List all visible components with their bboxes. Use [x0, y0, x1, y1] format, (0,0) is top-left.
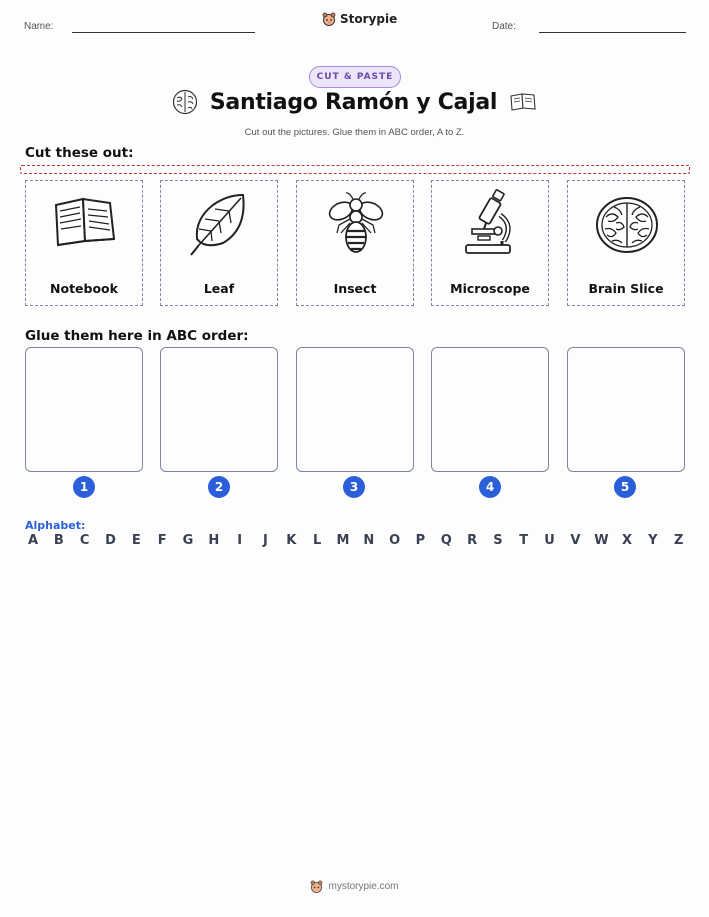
alphabet-letter: V: [570, 533, 581, 548]
glue-box-3[interactable]: [296, 347, 414, 472]
order-number-4: 4: [479, 476, 501, 498]
alphabet-letter: D: [105, 533, 116, 548]
bee-icon: [321, 189, 391, 259]
alphabet-letter: U: [544, 533, 555, 548]
footer: [0, 880, 709, 893]
alphabet-letter: J: [263, 533, 268, 548]
alphabet-letter: I: [237, 533, 243, 548]
alphabet-letter: P: [415, 533, 426, 548]
order-number-3: 3: [343, 476, 365, 498]
alphabet-letter: K: [286, 533, 297, 548]
glue-box-5[interactable]: [567, 347, 685, 472]
glue-box-2[interactable]: [160, 347, 278, 472]
alphabet-label: Alphabet:: [25, 519, 86, 532]
microscope-icon: [456, 189, 526, 259]
open-book-icon: [50, 189, 120, 249]
alphabet-letter: F: [157, 533, 167, 548]
alphabet-letter: O: [389, 533, 401, 548]
page-title: Santiago Ramón y Cajal: [209, 89, 498, 115]
alphabet-letter: Z: [673, 533, 684, 548]
alphabet-letter: G: [182, 533, 194, 548]
card-label: Brain Slice: [588, 281, 664, 296]
alphabet-letter: C: [79, 533, 90, 548]
cut-card-microscope[interactable]: [431, 180, 549, 306]
storypie-mascot-icon: [322, 12, 336, 26]
order-number-1: 1: [73, 476, 95, 498]
date-line[interactable]: [539, 32, 686, 33]
instructions: Cut out the pictures. Glue them in ABC order, A to Z.: [244, 127, 465, 138]
alphabet-letter: Q: [440, 533, 452, 548]
card-label: Insect: [333, 281, 377, 296]
cut-card-leaf[interactable]: [160, 180, 278, 306]
glue-section-label: Glue them here in ABC order:: [25, 328, 249, 344]
alphabet-letter: S: [493, 533, 503, 548]
alphabet-letter: A: [27, 533, 39, 548]
name-label: Name:: [24, 21, 54, 32]
cut-paste-badge: CUT & PASTE: [309, 66, 401, 88]
card-label: Notebook: [50, 281, 118, 296]
storypie-mascot-icon: [310, 880, 323, 893]
name-line[interactable]: [72, 32, 255, 33]
leaf-icon: [185, 189, 255, 259]
cut-card-notebook[interactable]: [25, 180, 143, 306]
alphabet-letter: H: [208, 533, 220, 548]
alphabet-letter: W: [594, 533, 609, 548]
order-number-5: 5: [614, 476, 636, 498]
alphabet-letter: N: [363, 533, 375, 548]
alphabet-row: [26, 533, 686, 548]
open-book-icon: [509, 91, 537, 113]
footer-url[interactable]: mystorypie.com: [328, 881, 399, 892]
glue-box-4[interactable]: [431, 347, 549, 472]
alphabet-letter: L: [312, 533, 322, 548]
card-label: Leaf: [203, 281, 235, 296]
card-label: Microscope: [450, 281, 530, 296]
alphabet-letter: X: [622, 533, 633, 548]
order-number-2: 2: [208, 476, 230, 498]
alphabet-letter: R: [467, 533, 478, 548]
alphabet-letter: T: [519, 533, 529, 548]
brand-logo: [322, 12, 397, 26]
brand-name: Storypie: [340, 12, 398, 26]
brain-icon: [172, 89, 198, 115]
alphabet-letter: M: [336, 533, 350, 548]
date-label: Date:: [492, 21, 516, 32]
alphabet-letter: B: [53, 533, 64, 548]
brain-icon: [592, 189, 662, 259]
alphabet-letter: Y: [648, 533, 658, 548]
cut-card-insect[interactable]: [296, 180, 414, 306]
title-row: [0, 89, 709, 115]
cut-line: [20, 165, 690, 174]
alphabet-letter: E: [131, 533, 141, 548]
cut-section-label: Cut these out:: [25, 145, 134, 161]
cut-card-brain-slice[interactable]: [567, 180, 685, 306]
glue-box-1[interactable]: [25, 347, 143, 472]
